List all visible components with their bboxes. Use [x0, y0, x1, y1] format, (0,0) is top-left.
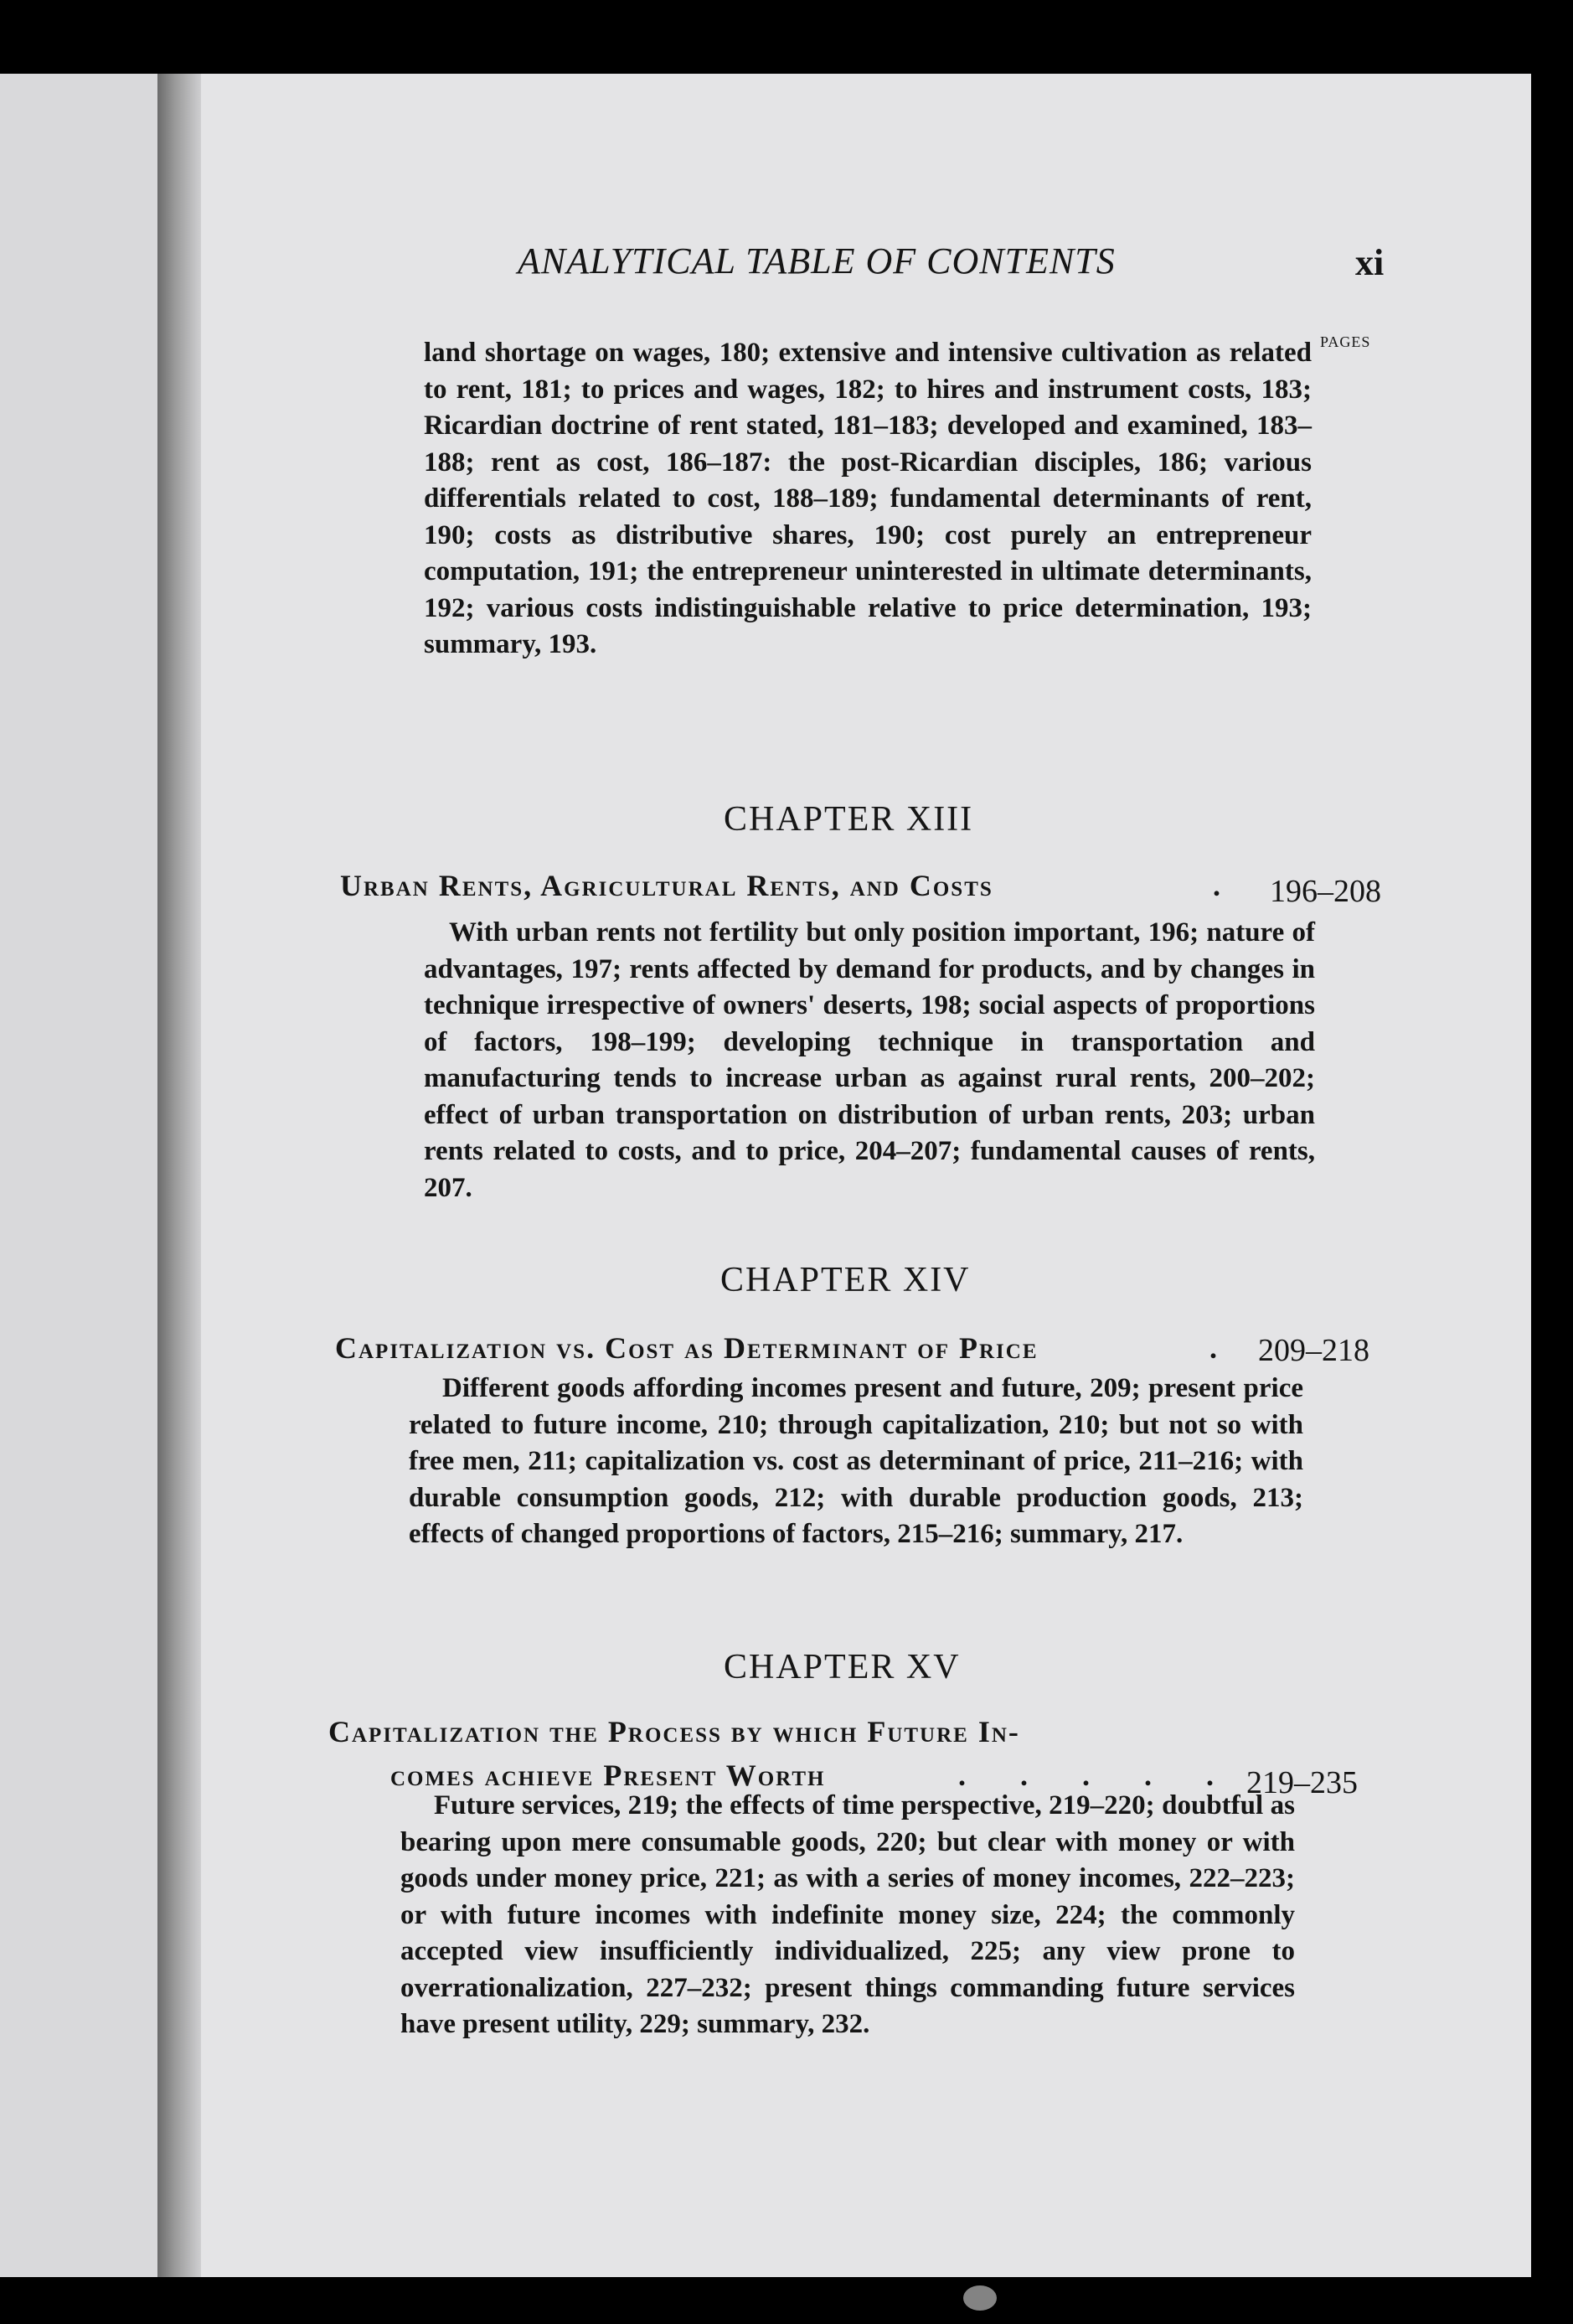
chapter-heading: CHAPTER XIII — [724, 800, 974, 839]
continued-summary-paragraph: land shortage on wages, 180; extensive and intensive cultivation as related to rent, 181; to prices and wages, 182; to hires and instrument costs, 183; Ricardian doctrine of rent stated, 181–183; developed and examined, 183–188; rent as cost, 186–187: the post-Ricardian disciples, 186; various differentials related to cost, 188–189; fundamental determinants of rent, 190; costs as distributive shares, 190; cost purely an entrepreneur computation, 191; the entrepreneur uninterested in ultimate determinants, 192; various costs indistinguishable relative to price determination, 193; summary, 193. — [424, 338, 1312, 659]
page-content — [157, 74, 1531, 2277]
facing-page-edge — [0, 74, 157, 2277]
running-head: ANALYTICAL TABLE OF CONTENTS — [518, 240, 1116, 281]
chapter-title-line-2: comes achieve Present Worth — [390, 1758, 826, 1792]
chapter-summary-paragraph: Different goods affording incomes present and future, 209; present price related to future income, 210; through capitalization, 210; but not so with free men, 211; capitalization vs. cost as determinant of price, 211–216; with durable consumption goods, 212; with durable production goods, 213; effects of changed proportions of factors, 215–216; summary, 217. — [409, 1373, 1303, 1549]
chapter-heading: CHAPTER XIV — [720, 1261, 971, 1299]
chapter-page-range: 219–235 — [1246, 1765, 1358, 1800]
chapter-page-range: 209–218 — [1258, 1333, 1369, 1368]
dot-leader: . — [1213, 869, 1244, 902]
chapter-summary-paragraph: With urban rents not fertility but only position important, 196; nature of advantages, 197; rents affected by demand for products, and by changes in technique irrespective of owners' deserts, 198; social aspects of proportions of factors, 198–199; developing technique in transportation and manufacturing tends to increase urban as against rural rents, 200–202; effect of urban transportation on distribution of urban rents, 203; urban rents related to costs, and to price, 204–207; fundamental causes of rents, 207. — [424, 917, 1315, 1203]
scan-smudge — [963, 2285, 997, 2311]
dot-leader: . . . . . — [958, 1758, 1237, 1792]
chapter-title-line-1: Capitalization the Process by which Future In- — [328, 1715, 1020, 1748]
chapter-heading: CHAPTER XV — [724, 1648, 961, 1686]
dot-leader: . — [1209, 1331, 1240, 1365]
chapter-summary-paragraph: Future services, 219; the effects of time perspective, 219–220; doubtful as bearing upon mere consumable goods, 220; but clear with money or with goods under money price, 221; as with a series of money incomes, 222–223; or with future incomes with indefinite money size, 224; the commonly accepted view insufficiently individualized, 225; any view prone to overrationalization, 227–232; present things commanding future services have present utility, 229; summary, 232. — [400, 1790, 1295, 2039]
pages-column-label: PAGES — [1320, 333, 1371, 350]
page-number: xi — [1355, 242, 1385, 283]
book-page — [157, 74, 1531, 2277]
chapter-title: Urban Rents, Agricultural Rents, and Costs — [340, 869, 993, 902]
chapter-page-range: 196–208 — [1270, 874, 1381, 909]
chapter-title: Capitalization vs. Cost as Determinant of Price — [335, 1331, 1039, 1365]
